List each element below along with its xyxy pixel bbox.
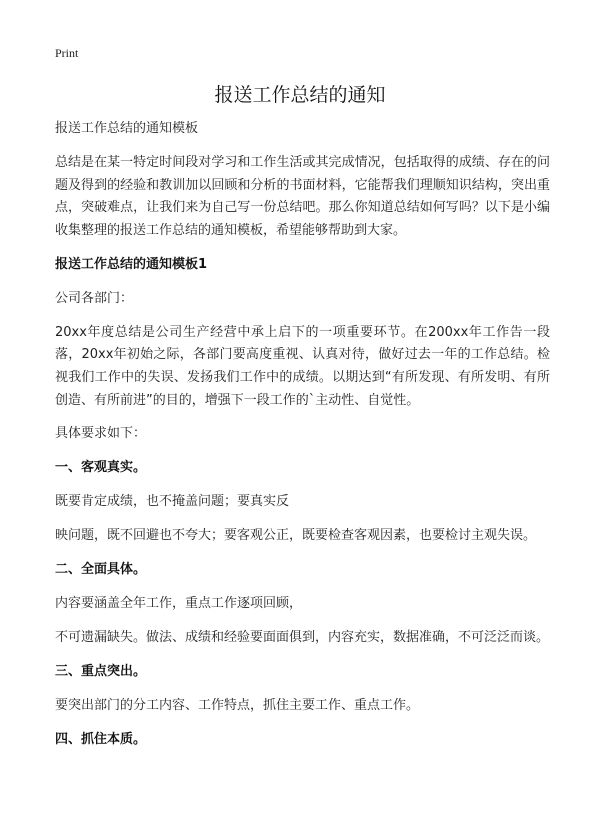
section-3-text: 要突出部门的分工内容、工作特点，抓住主要工作、重点工作。 xyxy=(55,698,420,714)
section-heading-2: 二、全面具体。 xyxy=(55,562,147,578)
section-2-text-b: 不可遗漏缺失。做法、成绩和经验要面面俱到，内容充实，数据准确，不可泛泛而谈。 xyxy=(55,630,550,646)
section-heading-3: 三、重点突出。 xyxy=(55,664,147,680)
section-heading-1: 一、客观真实。 xyxy=(55,460,147,476)
page-title: 报送工作总结的通知 xyxy=(214,84,386,106)
body-paragraph: 20xx年度总结是公司生产经营中承上启下的一项重要环节。在200xx年工作告一段落，20xx年初始之际，各部门要高度重视、认真对待，做好过去一年的工作总结。检视我们工作中的失误、发扬我们工作中的成绩。以期达到“有所发现、有所发明、有所创造、有所前进”的目的，增强下一段工作的`主动性、自觉性。 xyxy=(55,324,550,408)
subtitle: 报送工作总结的通知模板 xyxy=(55,121,199,136)
section-1-text-b: 映问题，既不回避也不夸大；要客观公正，既要检查客观因素，也要检讨主观失误。 xyxy=(55,528,537,544)
section-2-text-a: 内容要涵盖全年工作，重点工作逐项回顾， xyxy=(55,596,303,612)
section-1-text-a: 既要肯定成绩，也不掩盖问题；要真实反 xyxy=(55,494,290,510)
requirements-intro: 具体要求如下： xyxy=(55,426,147,442)
print-link[interactable]: Print xyxy=(55,46,79,60)
intro-paragraph: 总结是在某一特定时间段对学习和工作生活或其完成情况，包括取得的成绩、存在的问题及得到的经验和教训加以回顾和分析的书面材料，它能帮我们理顺知识结构，突出重点，突破难点，让我们来为自己写一份总结吧。那么你知道总结如何写吗？以下是小编收集整理的报送工作总结的通知模板，希望能够帮助到大家。 xyxy=(55,154,550,238)
document-body xyxy=(55,118,550,763)
salutation: 公司各部门： xyxy=(55,290,134,306)
template-heading: 报送工作总结的通知模板1 xyxy=(55,256,208,272)
section-heading-4: 四、抓住本质。 xyxy=(55,732,147,748)
